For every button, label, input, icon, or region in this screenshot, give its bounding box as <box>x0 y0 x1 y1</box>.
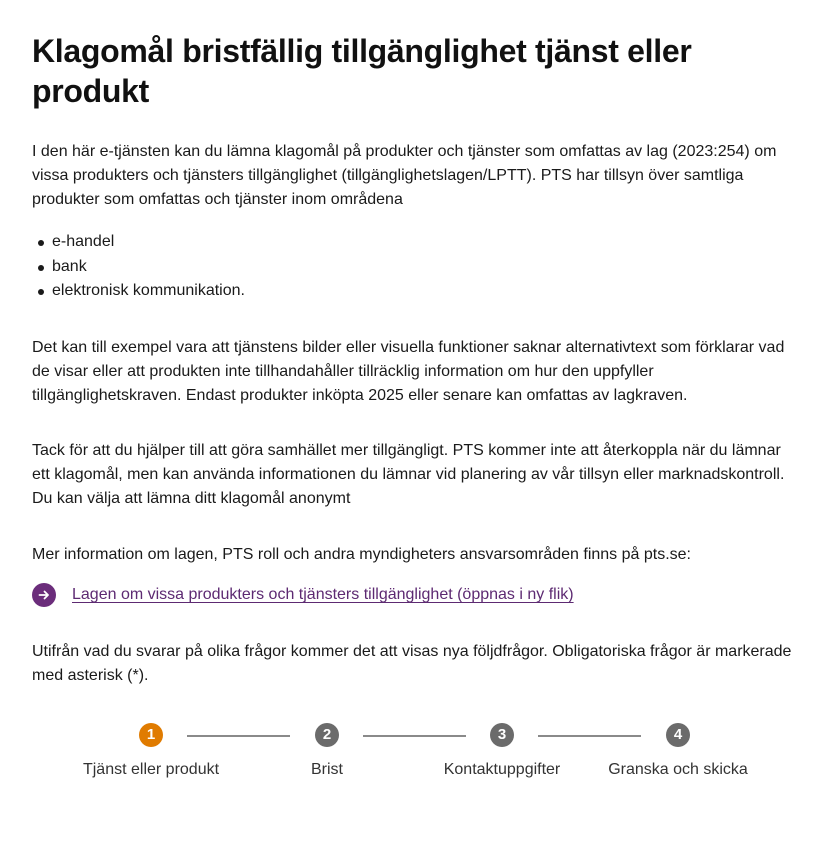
step-2 <box>237 723 417 780</box>
law-link-label: Lagen om vissa produkters och tjänsters tillgänglighet (öppnas i ny flik) <box>72 586 574 603</box>
arrow-right-icon <box>32 583 56 607</box>
list-item: bank <box>52 255 245 280</box>
page-title: Klagomål bristfällig tillgänglighet tjänst eller produkt <box>32 33 692 109</box>
step-label: Brist <box>311 761 343 778</box>
step-number: 2 <box>315 723 339 747</box>
example-paragraph: Det kan till exempel vara att tjänstens bilder eller visuella funktioner saknar alternativtext som förklarar vad de visar eller att produkten inte tillhandahåller tillräcklig information om hur den uppfyller tillgänglighetskraven. Endast produkter inköpta 2025 eller senare kan omfattas av lagkraven. <box>32 339 785 404</box>
step-number: 4 <box>666 723 690 747</box>
progress-stepper <box>0 723 828 793</box>
step-label: Kontaktuppgifter <box>443 761 561 778</box>
more-info-paragraph: Mer information om lagen, PTS roll och andra myndigheters ansvarsområden finns på pts.se: <box>32 546 691 563</box>
step-number: 1 <box>139 723 163 747</box>
law-link[interactable] <box>32 583 574 607</box>
list-item: e-handel <box>52 230 245 255</box>
step-label: Granska och skicka <box>608 761 748 778</box>
followup-paragraph: Utifrån vad du svarar på olika frågor kommer det att visas nya följdfrågor. Obligatoriska frågor är markerade med asterisk (*). <box>32 643 792 684</box>
step-4 <box>588 723 768 780</box>
areas-list <box>32 230 245 304</box>
step-1 <box>61 723 241 780</box>
step-label: Tjänst eller produkt <box>82 761 220 778</box>
step-3 <box>412 723 592 780</box>
list-item: elektronisk kommunikation. <box>52 279 245 304</box>
thanks-paragraph: Tack för att du hjälper till att göra samhället mer tillgängligt. PTS kommer inte att återkoppla när du lämnar ett klagomål, men kan använda informationen du lämnar vid planering av vår tillsyn eller marknadskontroll. Du kan välja att lämna ditt klagomål anonymt <box>32 442 785 507</box>
intro-paragraph: I den här e-tjänsten kan du lämna klagomål på produkter och tjänster som omfattas av lag (2023:254) om vissa produkters och tjänsters tillgänglighet (tillgänglighetslagen/LPTT). PTS har tillsyn över samtliga produkter som omfattas och tjänster inom områdena <box>32 143 777 208</box>
step-number: 3 <box>490 723 514 747</box>
